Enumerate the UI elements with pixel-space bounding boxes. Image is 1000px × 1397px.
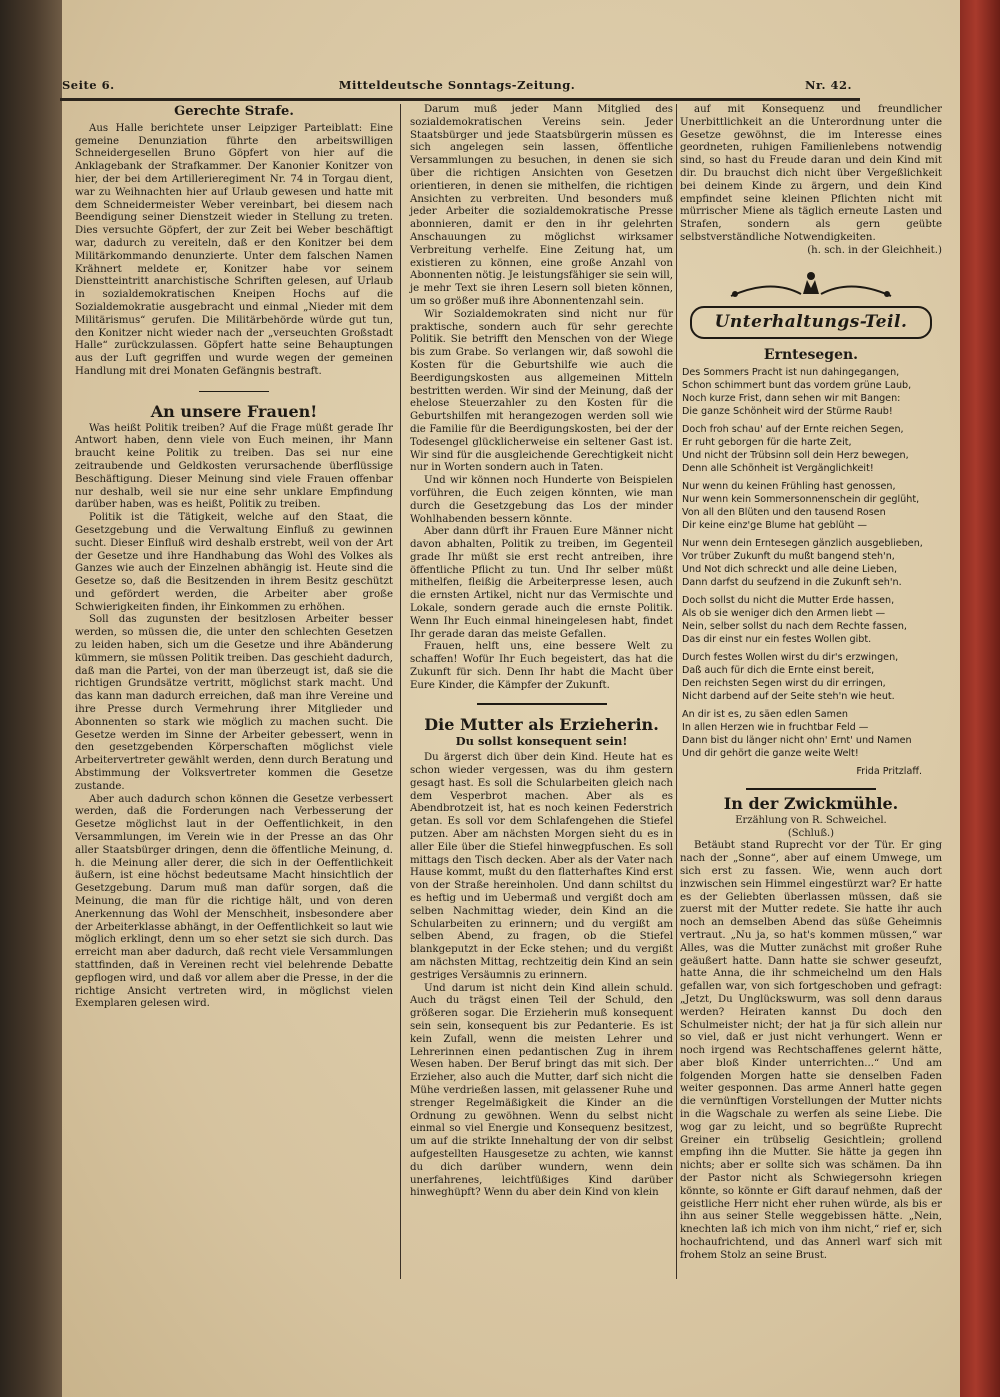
article-paragraph: Frauen, helft uns, eine bessere Welt zu schaffen! Wofür Ihr Euch begeistert, das hat die Zukunft für sich. Denn Ihr habt die Macht über Eure Kinder, die Kämpfer der Zukunft. — [410, 641, 673, 691]
divider — [746, 788, 876, 790]
poem-line: Vor trüber Zukunft du mußt bangend steh'n, — [682, 550, 895, 562]
article-title: Gerechte Strafe. — [174, 104, 294, 119]
poem-line: Nicht darbend auf der Seite steh'n wie heut. — [682, 690, 895, 702]
poem-line: Das dir einst nur ein festes Wollen gibt. — [682, 633, 872, 645]
poem-line: Doch sollst du nicht die Mutter Erde hassen, — [682, 594, 895, 606]
story-byline: Erzählung von R. Schweichel. — [735, 814, 887, 826]
poem-line: Nein, selber sollst du nach dem Rechte fassen, — [682, 620, 907, 632]
poem-stanza — [682, 651, 942, 703]
article-paragraph: Und wir können noch Hunderte von Beispielen vorführen, die Euch zeigen könnten, wie man durch die Gesetzgebung das Los der minder Wohlhabenden bessern könnte. — [410, 475, 673, 525]
poem-line: Doch froh schau' auf der Ernte reichen Segen, — [682, 423, 904, 435]
article-paragraph: Aus Halle berichtete unser Leipziger Parteiblatt: Eine gemeine Denunziation führte den arbeitswilligen Schneidergesellen Bruno Göpfert von hier auf die Anklagebank der Strafkammer. Der Kanonier Konitzer von hier, der bei dem Artillerieregiment Nr. 74 in Torgau dient, war zu Weihnachten hier auf Urlaub gewesen und hatte mit dem Schneidermeister Weber vereinbart, bei diesem nach Beendigung seiner Dienstzeit wieder in Stellung zu treten. Dies versuchte Göpfert, der zur Zeit bei Weber beschäftigt war, dadurch zu vereiteln, daß er den Konitzer bei dem Militärkommando denunzierte. Unter dem falschen Namen Krähnert meldete er, Konitzer habe vor seinem Dienstteintritt anarchistische Schriften gelesen, auf Urlaub in sozialdemokratischen Kneipen Hochs auf die Sozialdemokratie ausgebracht und einmal „Nieder mit dem Militärismus“ gerufen. Die Militärbehörde würde gut tun, den Konitzer nicht wieder nach der „verseuchten Großstadt Halle“ zurückzulassen. Göpfert hatte seine Behauptungen aus der Luft gegriffen und wurde wegen der gemeinen Handlung mit drei Monaten Gefängnis bestraft. — [75, 122, 393, 377]
page-header — [62, 78, 852, 98]
poem-stanza — [682, 537, 942, 589]
poem-stanza — [682, 594, 942, 646]
poem-line: Nur wenn dein Erntesegen gänzlich ausgeblieben, — [682, 537, 923, 549]
column-2 — [410, 104, 673, 1200]
page-number: Seite 6. — [62, 78, 115, 92]
poem-author: Frida Pritzlaff. — [856, 765, 922, 777]
poem-line: An dir ist es, zu säen edlen Samen — [682, 708, 848, 720]
issue-number: Nr. 42. — [804, 78, 852, 92]
article-paragraph: Wir Sozialdemokraten sind nicht nur für praktische, sondern auch für sehr gerechte Politik. Sie betrifft den Menschen von der Wiege bis zum Grabe. So verlangen wir, daß sowohl die Kosten für die Geburtshilfe wie auch die Beerdigungskosten aus allgemeinen Mitteln bestritten werden. Wir sind der Meinung, daß der ehelose Steuerzahler zu den Kosten für die Geburtshilfen mit herangezogen werden soll wie die Familie für die Beerdigungskosten, bei der der Todesengel glücklicherweise ein seltener Gast ist. Wir sind für die ausgleichende Gerechtigkeit nicht nur in Worten sondern auch in Taten. — [410, 308, 673, 474]
poem-stanza — [682, 366, 942, 418]
article-title: Die Mutter als Erzieherin. — [424, 714, 659, 734]
story-title: In der Zwickmühle. — [723, 793, 899, 813]
poem-line: Durch festes Wollen wirst du dir's erzwingen, — [682, 651, 899, 663]
poem-line: Und nicht der Trübsinn soll dein Herz bewegen, — [682, 449, 909, 461]
newspaper-title: Mitteldeutsche Sonntags-Zeitung. — [338, 78, 576, 92]
section-title: Unterhaltungs-Teil. — [714, 312, 908, 333]
article-paragraph: auf mit Konsequenz und freundlicher Unerbittlichkeit an die Unterordnung unter die Gesetze gewöhnst, die im Interesse eines geordneten, ruhigen Familienlebens notwendig sind, so hast du Freude daran und dein Kind mit dir. Du brauchst dich nicht über Vergeßlichkeit bei deinem Kinde zu ärgern, und dein Kind empfindet seine kleinen Pflichten nicht mit mürrischer Miene als täglich erneute Lasten und Strafen, sondern als gern geübte selbstverständliche Notwendigkeiten. — [680, 104, 942, 243]
column-divider — [400, 104, 401, 1279]
poem-stanza — [682, 423, 942, 475]
story-part: (Schluß.) — [787, 827, 835, 839]
article-paragraph: Und darum ist nicht dein Kind allein schuld. Auch du trägst einen Teil der Schuld, den größeren sogar. Die Erzieherin muß konsequent sein sein, konsequent bis zur Pedanterie. Es ist kein Zufall, wenn die meisten Lehrer und Lehrerinnen einen pedantischen Zug in ihrem Wesen haben. Der Beruf bringt das mit sich. Der Erzieher, also auch die Mutter, darf sich nicht die Mühe verdrießen lassen, mit gelassener Ruhe und strenger Regelmäßigkeit die Kinder an die Ordnung zu gewöhnen. Wenn du selbst nicht einmal so viel Energie und Konsequenz besitzest, um auf die strikte Innehaltung der von dir selbst aufgestellten Hausgesetze zu achten, wie kannst du dich darüber wundern, wenn dein unerfahrenes, leichtfüßiges Kind darüber hinweghüpft? Wenn du aber dein Kind von klein — [410, 982, 673, 1199]
poem-line: Er ruht geborgen für die harte Zeit, — [682, 436, 852, 448]
column-3 — [680, 104, 942, 1263]
crown-ornament-icon — [680, 268, 942, 305]
poem-line: Nur wenn kein Sommersonnenschein dir geglüht, — [682, 493, 920, 505]
section-banner — [690, 306, 932, 339]
poem-line: Dann bist du länger nicht ohn' Ernt' und Namen — [682, 734, 912, 746]
book-binding-left — [0, 0, 62, 1397]
poem-line: Denn alle Schönheit ist Vergänglichkeit! — [682, 462, 874, 474]
poem-line: Schon schimmert bunt das vordem grüne Laub, — [682, 379, 912, 391]
poem-line: Nur wenn du keinen Frühling hast genossen, — [682, 480, 896, 492]
source-credit: (h. sch. in der Gleichheit.) — [807, 244, 942, 256]
column-1 — [75, 104, 393, 1011]
poem — [682, 366, 942, 778]
poem-line: Den reichsten Segen wirst du dir erringen, — [682, 677, 886, 689]
article-paragraph: Darum muß jeder Mann Mitglied des sozialdemokratischen Vereins sein. Jeder Staatsbürger und jede Staatsbürgerin müssen es sich angelegen sein lassen, öffentliche Versammlungen zu besuchen, in denen sie sich über die richtigen Ansichten von Gesetzen orientieren, in denen sie mithelfen, die richtigen Ansichten zu verbreiten. Und besonders muß jeder Arbeiter die sozialdemokratische Presse abonnieren, damit er den in ihr gelehrten Anschauungen zu möglichst wirksamer Verbreitung verhelfe. Eine Zeitung hat, um existieren zu können, eine große Anzahl von Abonnenten nötig. Je leistungsfähiger sie sein will, je mehr Text sie ihren Lesern soll bieten können, um so größer muß ihre Abonnentenzahl sein. — [410, 104, 673, 307]
article-paragraph: Aber auch dadurch schon können die Gesetze verbessert werden, daß die Forderungen nach Verbesserung der Gesetze möglichst laut in der Oeffentlichkeit, in den Versammlungen, im Verein wie in der Presse an das Ohr aller Staatsbürger dringen, denn die öffentliche Meinung, d. h. die Meinung aller derer, die sich in der Oeffentlichkeit äußern, ist eine höchst bedeutsame Macht hinsichtlich der Gesetzgebung. Darum muß man dafür sorgen, daß die Meinung, die man für die richtige hält, und von deren Anerkennung das Wohl der Menschheit, insbesondere aber der Arbeiterklasse abhängt, in der Oeffentlichkeit so laut wie möglich erklingt, denn um so eher setzt sie sich durch. Das erreicht man aber dadurch, daß recht viele Versammlungen stattfinden, daß in Vereinen recht viel belehrende Debatte gepflogen wird, und daß vor allem aber die Presse, in der die richtige Ansicht vertreten wird, in möglichst vielen Exemplaren gelesen wird. — [75, 793, 393, 1010]
poem-line: Als ob sie weniger dich den Armen liebt — — [682, 607, 886, 619]
poem-title: Erntesegen. — [763, 347, 859, 364]
article-paragraph: Politik ist die Tätigkeit, welche auf den Staat, die Gesetzgebung und die Verwaltung Einfluß zu gewinnen sucht. Dieser Einfluß wird deshalb erstrebt, weil von der Art der Gesetze und ihre Handhabung das Wohl des Volkes als Ganzes wie auch der Einzelnen abhängig ist. Heute sind die Gesetze so, daß die Besitzenden in ihrem Besitz geschützt und gefördert werden, die Arbeiter aber große Schwierigkeiten finden, ihr Einkommen zu erhöhen. — [75, 512, 393, 613]
poem-line: Noch kurze Frist, dann sehen wir mit Bangen: — [682, 392, 901, 404]
poem-line: Und dir gehört die ganze weite Welt! — [682, 747, 859, 759]
poem-line: Daß auch für dich die Ernte einst bereit, — [682, 664, 875, 676]
poem-line: Die ganze Schönheit wird der Stürme Raub! — [682, 405, 893, 417]
article-paragraph: Was heißt Politik treiben? Auf die Frage müßt gerade Ihr Antwort haben, denn viele von Euch meinen, ihr Mann braucht keine Politik zu treiben. Das sei nur eine zeitraubende und Geldkosten verursachende überflüssige Beschäftigung. Dieser Meinung sind viele Frauen offenbar nur deshalb, weil sie nur eine sehr unklare Empfindung darüber haben, was es heißt, Politik zu treiben. — [75, 422, 393, 511]
column-divider — [676, 104, 677, 1279]
divider — [477, 703, 607, 705]
poem-stanza — [682, 708, 942, 760]
poem-line: Dir keine einz'ge Blume hat geblüht — — [682, 519, 867, 531]
article-title: An unsere Frauen! — [150, 401, 318, 421]
header-rule — [60, 98, 860, 101]
story-paragraph: Betäubt stand Ruprecht vor der Tür. Er ging nach der „Sonne“, aber auf einem Umwege, um sich erst zu fassen. Wie, wenn auch dort inzwischen sein Himmel eingestürzt war? Er hatte es der Geliebten überlassen müssen, daß sie zuerst mit der Mutter redete. Sie hatte ihr auch noch an demselben Abend das süße Geheimnis vertraut. „Nu ja, so hat's kommen müssen,“ war Alles, was die Mutter zunächst mit großer Ruhe geäußert hatte. Dann hatte sie schwer geseufzt, hatte Anna, die ihr schmeichelnd um den Hals gefallen war, von sich fortgeschoben und gefragt: „Jetzt, Du Unglückswurm, was soll denn daraus werden? Heiraten kannst Du doch den Schulmeister nicht; der hat ja für sich allein nur so viel, daß er just nicht verhungert. Wenn er noch irgend was Rechtschaffenes gelernt hätte, aber bloß Kinder unterrichten...“ Und am folgenden Morgen hatte sie denselben Faden weiter gesponnen. Das arme Annerl hatte gegen die vernünftigen Vorstellungen der Mutter nichts in die Wagschale zu werfen als seine Liebe. Die wog gar zu leicht, und so begrüßte Ruprecht Greiner ein trübselig Gesichtlein; grollend empfing ihn die Mutter. Sie hätte ja gegen ihn nichts; aber er sollte sich was schämen. Da ihn der Pastor nicht als Schwiegersohn kriegen könnte, so könnte er Gift darauf nehmen, daß der geistliche Herr nicht eher ruhen würde, als bis er ihn aus seiner Stelle weggebissen hätte. „Nein, knechten laß ich mich von ihm nicht,“ rief er, sich hochaufrichtend, und das Annerl warf sich mit frohem Stolz an seine Brust. — [680, 840, 942, 1261]
article-paragraph: Du ärgerst dich über dein Kind. Heute hat es schon wieder vergessen, was du ihm gestern gesagt hast. Es soll die Schularbeiten gleich nach dem Vesperbrot machen. Aber als es Abendbrotzeit ist, hat es noch keinen Federstrich getan. Es soll vor dem Schlafengehen die Stiefel putzen. Aber am nächsten Morgen sieht du es in aller Eile über die Stiefel hinwegpfuschen. Es soll mittags den Tisch decken. Aber als der Vater nach Hause kommt, mußt du den flatterhaftes Kind erst von der Straße hereinholen. Und dann schiltst du es heftig und im Uebermaß und vergißt doch am selben Nachmittag wieder, dein Kind an die Schularbeiten zu erinnern; und du vergißt am selben Abend, zu fragen, ob die Stiefel blankgeputzt in der Ecke stehen; und du vergißt am nächsten Mittag, rechtzeitig dein Kind an sein gestriges Versäumnis zu erinnern. — [410, 752, 673, 981]
book-binding-right — [960, 0, 1000, 1397]
poem-line: Von all den Blüten und den tausend Rosen — [682, 506, 886, 518]
poem-stanza — [682, 480, 942, 532]
article-subtitle: Du sollst konsequent sein! — [455, 734, 628, 749]
poem-line: Dann darfst du seufzend in die Zukunft seh'n. — [682, 576, 902, 588]
poem-line: In allen Herzen wie in fruchtbar Feld — — [682, 721, 869, 733]
article-paragraph: Soll das zugunsten der besitzlosen Arbeiter besser werden, so müssen die, die unter den schlechten Gesetzen zu leiden haben, sich um die Gesetze und ihre Abänderung kümmern, sie müssen Politik treiben. Das geschieht dadurch, daß man die Partei, von der man überzeugt ist, daß sie die richtigen Grundsätze vertritt, möglichst stark macht. Und das kann man dadurch erreichen, daß man ihre Vereine und ihre Presse durch Vermehrung ihrer Mitglieder und Abonnenten so stark wie möglich zu machen sucht. Die Gesetze werden im Sinne der Arbeiter gebessert, wenn in den gesetzgebenden Körperschaften möglichst viele Arbeitervertreter gewählt werden, denn durch Beratung und Abstimmung der Volksvertreter kommen die Gesetze zustande. — [75, 614, 393, 792]
poem-line: Des Sommers Pracht ist nun dahingegangen, — [682, 366, 900, 378]
poem-line: Und Not dich schreckt und alle deine Lieben, — [682, 563, 898, 575]
divider — [199, 391, 269, 392]
article-paragraph: Aber dann dürft ihr Frauen Eure Männer nicht davon abhalten, Politik zu treiben, im Gegenteil grade Ihr müßt sie erst recht antreiben, ihre öffentliche Pflicht zu tun. Und Ihr selber müßt mithelfen, fleißig die Arbeiterpresse lesen, auch die ernsten Artikel, nicht nur das Vermischte und Lokale, sondern gerade auch die ernste Politik. Wenn Ihr Euch einmal hineingelesen habt, findet Ihr gerade daran das meiste Gefallen. — [410, 526, 673, 640]
